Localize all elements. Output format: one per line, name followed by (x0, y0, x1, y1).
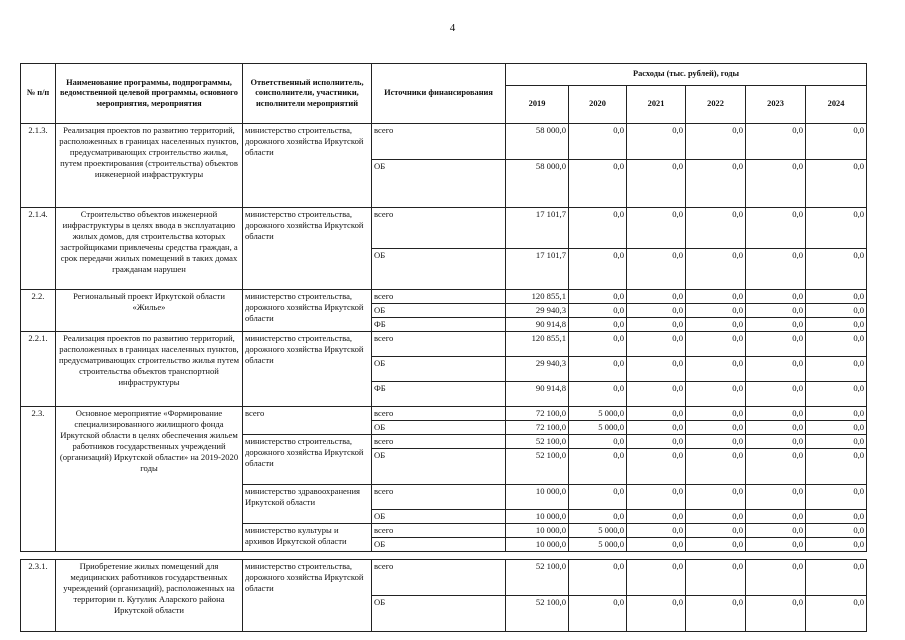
row-name: Реализация проектов по развитию территорий, расположенных в границах населенных пунктов, предусматривающих строительство жилья путем строительства объектов транспортной инфраструктуры (56, 332, 243, 407)
row-executor: министерство строительства, дорожного хозяйства Иркутской области (243, 290, 372, 332)
row-executor: министерство строительства, дорожного хозяйства Иркутской области (243, 208, 372, 290)
value-cell: 0,0 (569, 249, 627, 290)
table-row (21, 407, 867, 421)
value-cell: 0,0 (746, 304, 806, 318)
value-cell: 0,0 (806, 290, 867, 304)
value-cell: 72 100,0 (506, 421, 569, 435)
row-source: всего (372, 435, 506, 449)
row-executor: министерство строительства, дорожного хозяйства Иркутской области (243, 560, 372, 632)
row-source: ОБ (372, 421, 506, 435)
value-cell: 0,0 (627, 124, 686, 160)
value-cell: 0,0 (627, 304, 686, 318)
value-cell: 5 000,0 (569, 407, 627, 421)
value-cell: 0,0 (746, 485, 806, 510)
value-cell: 0,0 (569, 435, 627, 449)
value-cell: 0,0 (746, 407, 806, 421)
row-name: Приобретение жилых помещений для медицинских работников государственных учреждений (организаций), расположенных на территории п. Кутулик Аларского района Иркутской области (56, 560, 243, 632)
value-cell: 10 000,0 (506, 485, 569, 510)
value-cell: 0,0 (746, 318, 806, 332)
row-executor: всего (243, 407, 372, 435)
row-source: всего (372, 332, 506, 357)
value-cell: 0,0 (746, 421, 806, 435)
row-executor: министерство строительства, дорожного хозяйства Иркутской области (243, 332, 372, 407)
row-name: Региональный проект Иркутской области «Жилье» (56, 290, 243, 332)
value-cell: 120 855,1 (506, 332, 569, 357)
value-cell: 72 100,0 (506, 407, 569, 421)
value-cell: 0,0 (569, 560, 627, 596)
value-cell: 0,0 (746, 560, 806, 596)
value-cell: 0,0 (569, 510, 627, 524)
value-cell: 0,0 (627, 290, 686, 304)
value-cell: 52 100,0 (506, 449, 569, 485)
value-cell: 0,0 (686, 449, 746, 485)
header-year: 2022 (686, 86, 746, 124)
table-row (21, 290, 867, 304)
value-cell: 0,0 (569, 382, 627, 407)
value-cell: 0,0 (746, 449, 806, 485)
row-source: ОБ (372, 304, 506, 318)
value-cell: 5 000,0 (569, 524, 627, 538)
value-cell: 120 855,1 (506, 290, 569, 304)
header-year: 2023 (746, 86, 806, 124)
value-cell: 0,0 (569, 596, 627, 632)
table-row (21, 332, 867, 357)
value-cell: 0,0 (806, 407, 867, 421)
value-cell: 0,0 (569, 357, 627, 382)
value-cell: 0,0 (806, 249, 867, 290)
row-source: ФБ (372, 382, 506, 407)
value-cell: 0,0 (806, 524, 867, 538)
value-cell: 0,0 (746, 382, 806, 407)
row-source: ОБ (372, 160, 506, 208)
value-cell: 0,0 (686, 332, 746, 357)
value-cell: 0,0 (806, 318, 867, 332)
value-cell: 0,0 (746, 435, 806, 449)
value-cell: 0,0 (569, 124, 627, 160)
value-cell: 0,0 (746, 208, 806, 249)
table-row (21, 560, 867, 596)
header-year: 2020 (569, 86, 627, 124)
row-source: ОБ (372, 249, 506, 290)
value-cell: 0,0 (686, 124, 746, 160)
row-number: 2.1.4. (21, 208, 56, 290)
row-source: ФБ (372, 318, 506, 332)
value-cell: 0,0 (746, 510, 806, 524)
row-source: всего (372, 560, 506, 596)
value-cell: 0,0 (746, 249, 806, 290)
value-cell: 0,0 (569, 290, 627, 304)
value-cell: 0,0 (686, 382, 746, 407)
value-cell: 0,0 (569, 304, 627, 318)
header-year: 2019 (506, 86, 569, 124)
header-name: Наименование программы, подпрограммы, ведомственной целевой программы, основного мероприятия, мероприятия (56, 64, 243, 124)
row-source: ОБ (372, 538, 506, 552)
header-year: 2024 (806, 86, 867, 124)
value-cell: 90 914,8 (506, 382, 569, 407)
value-cell: 0,0 (806, 208, 867, 249)
value-cell: 0,0 (746, 332, 806, 357)
value-cell: 29 940,3 (506, 304, 569, 318)
spacer-cell (21, 552, 867, 560)
value-cell: 0,0 (686, 596, 746, 632)
value-cell: 0,0 (686, 560, 746, 596)
value-cell: 0,0 (569, 449, 627, 485)
value-cell: 58 000,0 (506, 160, 569, 208)
value-cell: 0,0 (806, 596, 867, 632)
value-cell: 52 100,0 (506, 560, 569, 596)
value-cell: 0,0 (686, 538, 746, 552)
value-cell: 17 101,7 (506, 208, 569, 249)
value-cell: 0,0 (627, 421, 686, 435)
value-cell: 0,0 (806, 304, 867, 318)
value-cell: 0,0 (627, 318, 686, 332)
value-cell: 10 000,0 (506, 538, 569, 552)
value-cell: 0,0 (746, 160, 806, 208)
row-source: всего (372, 524, 506, 538)
value-cell: 0,0 (627, 332, 686, 357)
value-cell: 0,0 (686, 290, 746, 304)
value-cell: 0,0 (686, 160, 746, 208)
value-cell: 0,0 (806, 538, 867, 552)
header-sources: Источники финансирования (372, 64, 506, 124)
row-executor: министерство культуры и архивов Иркутской области (243, 524, 372, 552)
value-cell: 0,0 (806, 449, 867, 485)
row-number: 2.3.1. (21, 560, 56, 632)
value-cell: 0,0 (627, 485, 686, 510)
row-number: 2.3. (21, 407, 56, 552)
header-expenses: Расходы (тыс. рублей), годы (506, 64, 867, 86)
value-cell: 10 000,0 (506, 510, 569, 524)
value-cell: 0,0 (806, 160, 867, 208)
value-cell: 0,0 (686, 208, 746, 249)
value-cell: 0,0 (627, 208, 686, 249)
table-row (21, 208, 867, 249)
row-source: ОБ (372, 357, 506, 382)
value-cell: 0,0 (627, 407, 686, 421)
value-cell: 0,0 (806, 435, 867, 449)
row-source: всего (372, 208, 506, 249)
value-cell: 0,0 (627, 357, 686, 382)
value-cell: 0,0 (686, 249, 746, 290)
value-cell: 0,0 (686, 524, 746, 538)
value-cell: 29 940,3 (506, 357, 569, 382)
value-cell: 0,0 (686, 485, 746, 510)
value-cell: 0,0 (806, 124, 867, 160)
row-source: всего (372, 407, 506, 421)
row-source: ОБ (372, 596, 506, 632)
header-year: 2021 (627, 86, 686, 124)
value-cell: 5 000,0 (569, 538, 627, 552)
value-cell: 0,0 (806, 485, 867, 510)
row-name: Реализация проектов по развитию территорий, расположенных в границах населенных пунктов, предусматривающих строительство жилья, путем проектирования (строительства) объектов инженерной инфраструктуры (56, 124, 243, 208)
value-cell: 0,0 (746, 290, 806, 304)
row-executor: министерство строительства, дорожного хозяйства Иркутской области (243, 124, 372, 208)
value-cell: 0,0 (806, 560, 867, 596)
value-cell: 58 000,0 (506, 124, 569, 160)
value-cell: 17 101,7 (506, 249, 569, 290)
value-cell: 0,0 (627, 538, 686, 552)
value-cell: 0,0 (686, 421, 746, 435)
value-cell: 0,0 (746, 357, 806, 382)
value-cell: 0,0 (569, 318, 627, 332)
value-cell: 0,0 (627, 160, 686, 208)
value-cell: 0,0 (627, 596, 686, 632)
value-cell: 0,0 (686, 357, 746, 382)
value-cell: 0,0 (627, 382, 686, 407)
value-cell: 0,0 (569, 485, 627, 510)
value-cell: 0,0 (569, 208, 627, 249)
value-cell: 0,0 (746, 596, 806, 632)
value-cell: 0,0 (806, 332, 867, 357)
value-cell: 0,0 (686, 318, 746, 332)
row-name: Основное мероприятие «Формирование специализированного жилищного фонда Иркутской области в целях обеспечения жильем работников государственных учреждений (организаций) Иркутской области» на 2019-2020 годы (56, 407, 243, 552)
row-source: ОБ (372, 510, 506, 524)
page-number: 4 (449, 22, 456, 34)
value-cell: 52 100,0 (506, 596, 569, 632)
value-cell: 90 914,8 (506, 318, 569, 332)
row-number: 2.2. (21, 290, 56, 332)
value-cell: 0,0 (569, 160, 627, 208)
value-cell: 0,0 (627, 449, 686, 485)
row-name: Строительство объектов инженерной инфраструктуры в целях ввода в эксплуатацию жилых домов, для строительства которых застройщиками привлечены средства граждан, а срок передачи жилых помещений в таких домах гражданам нарушен (56, 208, 243, 290)
spacer-row (21, 552, 867, 560)
value-cell: 0,0 (806, 421, 867, 435)
value-cell: 0,0 (806, 510, 867, 524)
row-source: всего (372, 290, 506, 304)
value-cell: 0,0 (686, 407, 746, 421)
value-cell: 0,0 (627, 249, 686, 290)
row-number: 2.1.3. (21, 124, 56, 208)
row-source: всего (372, 485, 506, 510)
budget-table (20, 63, 867, 632)
row-executor: министерство строительства, дорожного хозяйства Иркутской области (243, 435, 372, 485)
value-cell: 0,0 (627, 510, 686, 524)
value-cell: 0,0 (746, 524, 806, 538)
header-executor: Ответственный исполнитель, соисполнители, участники, исполнители мероприятий (243, 64, 372, 124)
value-cell: 0,0 (627, 524, 686, 538)
value-cell: 52 100,0 (506, 435, 569, 449)
value-cell: 0,0 (746, 124, 806, 160)
value-cell: 0,0 (806, 382, 867, 407)
value-cell: 10 000,0 (506, 524, 569, 538)
value-cell: 0,0 (806, 357, 867, 382)
row-number: 2.2.1. (21, 332, 56, 407)
row-source: ОБ (372, 449, 506, 485)
table-row (21, 124, 867, 160)
row-source: всего (372, 124, 506, 160)
header-no: № п/п (21, 64, 56, 124)
value-cell: 0,0 (746, 538, 806, 552)
value-cell: 0,0 (627, 435, 686, 449)
value-cell: 0,0 (686, 510, 746, 524)
value-cell: 0,0 (686, 304, 746, 318)
value-cell: 0,0 (569, 332, 627, 357)
value-cell: 5 000,0 (569, 421, 627, 435)
value-cell: 0,0 (686, 435, 746, 449)
value-cell: 0,0 (627, 560, 686, 596)
row-executor: министерство здравоохранения Иркутской области (243, 485, 372, 524)
